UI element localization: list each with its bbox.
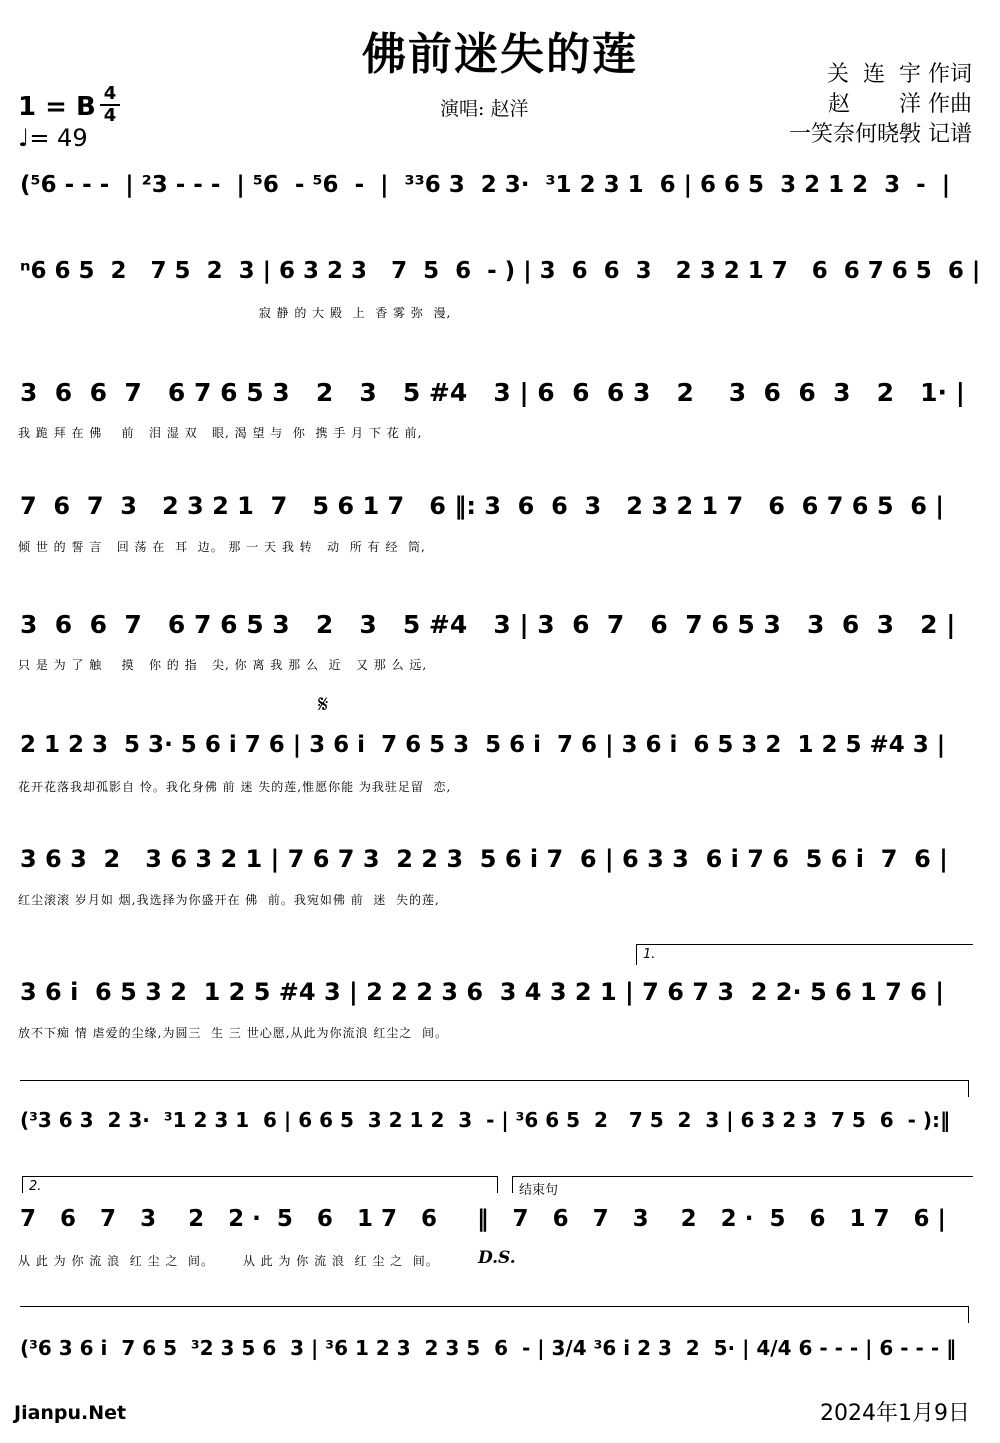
- composer-credit: 赵 洋 作曲: [828, 92, 972, 117]
- notes: (⁵6 - - - | ²3 - - - | ⁵6 - ⁵6 - | ³³6 3 2 3· ³1 2 3 1 6 | 6 6 5 3 2 1 2 3 - |: [20, 172, 951, 198]
- transcriber-credit: 一笑奈何晓斅 记谱: [789, 122, 972, 147]
- notes: ⁿ6 6 5 2 7 5 2 3 | 6 3 2 3 7 5 6 - ) | 3 6 6 3 2 3 2 1 7 6 6 7 6 5 6 |: [20, 258, 981, 284]
- time-signature: [100, 84, 120, 126]
- singer-credit: 演唱: 赵洋: [440, 98, 529, 120]
- ds-marking: D.S.: [478, 1248, 516, 1268]
- lyrics: 放不下痴 情 虐爱的尘缘,为圆三 生 三 世心愿,从此为你流浪 红尘之 间。: [18, 1026, 448, 1040]
- tempo-mark: ♩= 49: [18, 124, 88, 152]
- page-title: 佛前迷失的莲: [362, 29, 638, 80]
- volta-1-bracket: [636, 944, 973, 965]
- notes: 7 6 7 3 2 2 · 5 6 1 7 6 ‖ 7 6 7 3 2 2 · 5 6 1 7 6 |: [20, 1206, 946, 1232]
- segno-sign: 𝄋: [318, 690, 329, 718]
- volta-2-bracket: [22, 1176, 498, 1193]
- date-stamp: 2024年1月9日: [820, 1401, 970, 1426]
- key-signature: 1 = B: [18, 92, 96, 122]
- meter-top: 4: [103, 83, 117, 104]
- lyrics: 只 是 为 了 触 摸 你 的 指 尖, 你 离 我 那 么 近 又 那 么 远,: [18, 658, 428, 672]
- lyrics: 红尘滚滚 岁月如 烟,我选择为你盛开在 佛 前。我宛如佛 前 迷 失的莲,: [18, 893, 440, 907]
- lyrics: 倾 世 的 誓 言 回 荡 在 耳 边。 那 一 天 我 转 动 所 有 经 筒,: [18, 540, 426, 554]
- notes: 7 6 7 3 2 3 2 1 7 5 6 1 7 6 ‖: 3 6 6 3 2 3 2 1 7 6 6 7 6 5 6 |: [20, 492, 945, 520]
- lyrics: 从 此 为 你 流 浪 红 尘 之 间。 从 此 为 你 流 浪 红 尘 之 间。: [18, 1254, 439, 1268]
- notes: 3 6 3 2 3 6 3 2 1 | 7 6 7 3 2 2 3 5 6 i 7 6 | 6 3 3 6 i 7 6 5 6 i 7 6 |: [20, 845, 948, 873]
- notes: 2 1 2 3 5 3· 5 6 i 7 6 | 3 6 i 7 6 5 3 5 6 i 7 6 | 3 6 i 6 5 3 2 1 2 5 #4 3 |: [20, 732, 946, 758]
- notes: 3 6 i 6 5 3 2 1 2 5 #4 3 | 2 2 2 3 6 3 4 3 2 1 | 7 6 7 3 2 2· 5 6 1 7 6 |: [20, 978, 944, 1006]
- notes: 3 6 6 7 6 7 6 5 3 2 3 5 #4 3 | 6 6 6 3 2 3 6 6 3 2 1· |: [20, 378, 965, 407]
- lyrics: 寂 静 的 大 殿 上 香 雾 弥 漫,: [18, 306, 452, 320]
- notes: (³6 3 6 i 7 6 5 ³2 3 5 6 3 | ³6 1 2 3 2 3 5 6 - | 3/4 ³6 i 2 3 2 5· | 4/4 6 - - - | 6 - - - ‖: [20, 1336, 957, 1360]
- lyricist-credit: 关 连 宇 作词: [827, 62, 972, 87]
- coda-bracket: [512, 1176, 973, 1198]
- notes: (³3 6 3 2 3· ³1 2 3 1 6 | 6 6 5 3 2 1 2 3 - | ³6 6 5 2 7 5 2 3 | 6 3 2 3 7 5 6 - ):‖: [20, 1108, 950, 1132]
- meter-bottom: 4: [103, 105, 117, 126]
- ending-bracket-line: [20, 1306, 969, 1323]
- coda-label: 结束句: [519, 1183, 559, 1198]
- credits: [789, 60, 972, 150]
- lyrics: 我 跪 拜 在 佛 前 泪 湿 双 眼, 渴 望 与 你 携 手 月 下 花 前,: [18, 426, 423, 440]
- lyrics: 花开花落我却孤影自 怜。我化身佛 前 迷 失的莲,惟愿你能 为我驻足留 恋,: [18, 780, 452, 794]
- volta-1-label: 1.: [643, 947, 656, 962]
- volta-2-label: 2.: [29, 1179, 42, 1194]
- notes: 3 6 6 7 6 7 6 5 3 2 3 5 #4 3 | 3 6 7 6 7 6 5 3 3 6 3 2 |: [20, 610, 956, 639]
- site-watermark: Jianpu.Net: [14, 1402, 127, 1424]
- repeat-bracket-line: [20, 1080, 969, 1097]
